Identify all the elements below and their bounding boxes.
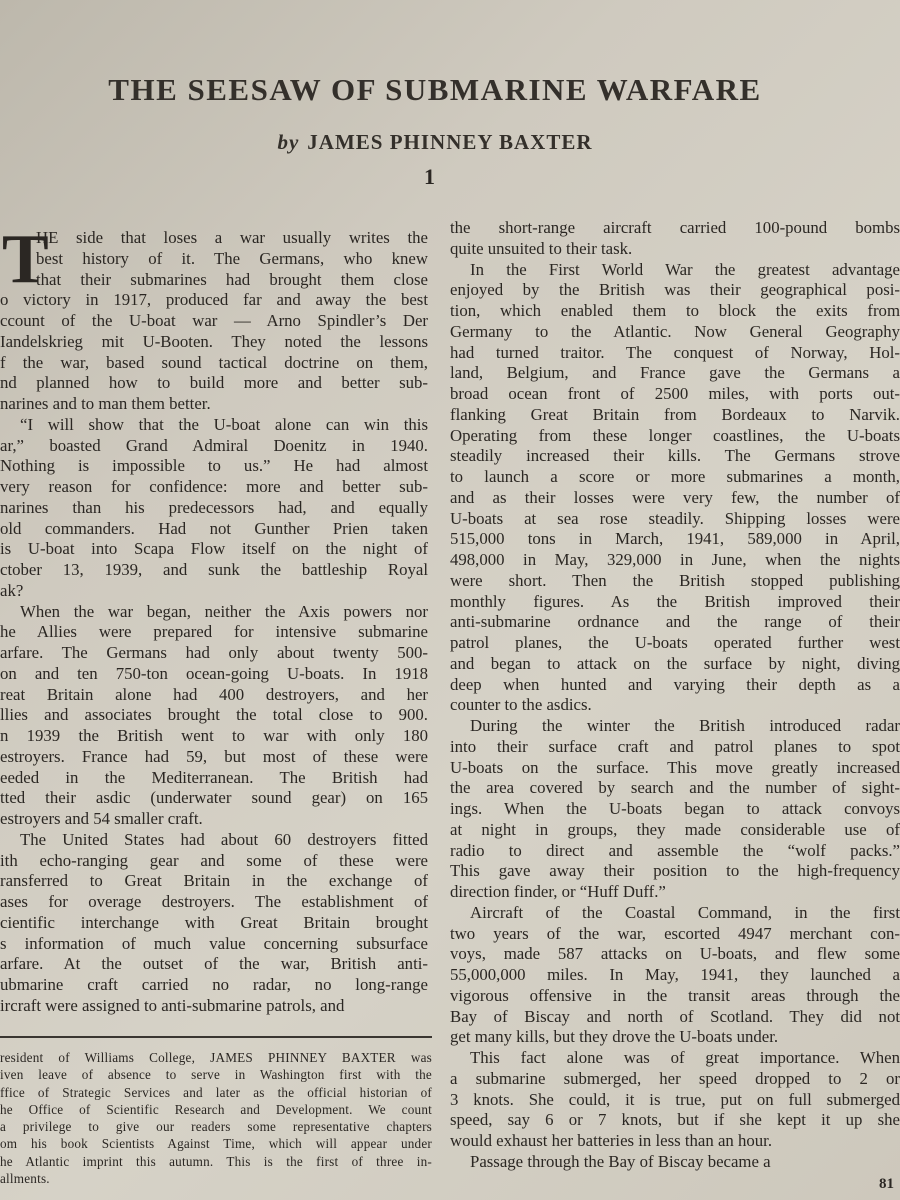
text-line: estroyers. France had 59, but most of these were xyxy=(0,746,428,766)
text-line: HE side that loses a war usually writes the xyxy=(36,228,428,247)
footnote-line: om his book Scientists Against Time, which will appear under xyxy=(0,1136,432,1152)
article-title: THE SEESAW OF SUBMARINE WARFARE xyxy=(108,72,762,107)
text-line: very reason for confidence: more and better sub- xyxy=(0,477,428,496)
text-line: tted their asdic (underwater sound gear) on 165 xyxy=(0,788,428,808)
byline-prefix: by xyxy=(277,130,300,154)
text-line: on and ten 750-ton ocean-going U-boats. In 1918 xyxy=(0,663,428,683)
text-line: 498,000 in May, 329,000 in June, when the nights xyxy=(450,550,900,569)
text-line: ircraft were assigned to anti-submarine patrols, and xyxy=(0,995,345,1015)
text-line: nd planned how to build more and better sub- xyxy=(0,373,428,393)
footnote-line: a privilege to give our readers some representative chapters xyxy=(0,1119,432,1135)
text-line: anti-submarine ordnance and the range of their xyxy=(450,612,900,632)
text-line: ings. When the U-boats began to attack convoys xyxy=(450,799,900,818)
text-line: direction finder, or “Huff Duff.” xyxy=(450,882,666,901)
footnote-line: he Atlantic imprint this autumn. This is the first of three in- xyxy=(0,1153,432,1169)
drop-cap: T xyxy=(2,221,49,298)
text-line: is U-boat into Scapa Flow itself on the night of xyxy=(0,539,428,559)
text-line: eeded in the Mediterranean. The British had xyxy=(0,767,428,787)
text-line: patrol planes, the U-boats operated further west xyxy=(450,633,900,652)
text-line: and began to attack on the surface by night, diving xyxy=(450,653,900,673)
text-line: flanking Great Britain from Bordeaux to Narvik. xyxy=(450,404,900,424)
text-line: the short-range aircraft carried 100-pound bombs xyxy=(450,218,900,237)
text-line: radio to direct and assemble the “wolf packs.” xyxy=(450,840,900,860)
text-line: Germany to the Atlantic. Now General Geography xyxy=(450,321,900,341)
text-line: narines than his predecessors had, and equally xyxy=(0,497,428,517)
text-line: The United States had about 60 destroyers fitted xyxy=(20,829,428,849)
text-line: monthly figures. As the British improved their xyxy=(450,591,900,611)
text-line: counter to the asdics. xyxy=(450,695,592,715)
text-line: arfare. At the outset of the war, British anti- xyxy=(0,954,428,974)
text-line: ak? xyxy=(0,580,24,600)
text-line: ith echo-ranging gear and some of these were xyxy=(0,850,428,870)
text-line: f the war, based sound tactical doctrine on them, xyxy=(0,352,428,372)
page-number: 81 xyxy=(879,1176,894,1192)
text-line: s information of much value concerning subsurface xyxy=(0,933,428,953)
text-line: ctober 13, 1939, and sunk the battleship Royal xyxy=(0,560,428,579)
text-line: narines and to man them better. xyxy=(0,394,211,413)
text-line: had turned traitor. The conquest of Norway, Hol- xyxy=(450,342,900,362)
text-line: Iandelskrieg mit U-Booten. They noted the lessons xyxy=(0,331,428,351)
text-line: two years of the war, escorted 4947 merchant con- xyxy=(450,923,900,943)
text-line: Passage through the Bay of Biscay became a xyxy=(470,1151,771,1171)
text-line: to launch a score or more submarines a month, xyxy=(450,467,900,486)
text-line: would exhaust her batteries in less than an hour. xyxy=(450,1131,773,1150)
text-line: In the First World War the greatest advantage xyxy=(470,259,900,279)
text-line: 3 knots. She could, it is true, put on full submerged xyxy=(450,1089,900,1109)
text-line: Nothing is impossible to us.” He had almost xyxy=(0,456,428,476)
text-line: ransferred to Great Britain in the exchange of xyxy=(0,871,428,891)
text-line: U-boats at sea rose steadily. Shipping losses were xyxy=(450,508,900,528)
author-name: JAMES PHINNEY BAXTER xyxy=(307,130,593,154)
text-line: llies and associates brought the total close to 900. xyxy=(0,705,428,725)
text-line: Bay of Biscay and north of Scotland. They did not xyxy=(450,1006,900,1026)
text-line: vigorous offensive in the transit areas through the xyxy=(450,985,900,1005)
text-line: This fact alone was of great importance. When xyxy=(470,1048,900,1067)
text-line: This gave away their position to the high-frequency xyxy=(450,861,900,881)
footnote-line: iven leave of absence to serve in Washington first with the xyxy=(0,1067,432,1083)
text-line: arfare. The Germans had only about twenty 500- xyxy=(0,643,428,662)
text-line: get many kills, but they drove the U-boats under. xyxy=(450,1027,779,1047)
text-line: old commanders. Had not Gunther Prien taken xyxy=(0,518,428,538)
text-line: into their surface craft and patrol planes to spot xyxy=(450,736,900,756)
footnote-divider xyxy=(0,1036,432,1038)
text-line: During the winter the British introduced radar xyxy=(470,716,900,735)
footnote-line: allments. xyxy=(0,1171,50,1187)
footnote-line: he Office of Scientific Research and Development. We count xyxy=(0,1101,432,1117)
text-line: voys, made 587 attacks on U-boats, and flew some xyxy=(450,944,900,964)
text-line: ases for overage destroyers. The establishment of xyxy=(0,892,428,911)
text-line: were short. Then the British stopped publishing xyxy=(450,570,900,590)
text-line: U-boats on the surface. This move greatly increased xyxy=(450,757,900,777)
text-line: quite unsuited to their task. xyxy=(450,238,633,258)
text-line: a submarine submerged, her speed dropped to 2 or xyxy=(450,1068,900,1088)
text-line: he Allies were prepared for intensive submarine xyxy=(0,622,428,642)
text-line: at night in groups, they made considerable use of xyxy=(450,819,900,839)
text-line: When the war began, neither the Axis powers nor xyxy=(20,601,428,621)
text-line: the area covered by search and the number of sight- xyxy=(450,778,900,798)
text-line: ar,” boasted Grand Admiral Doenitz in 1940. xyxy=(0,435,428,455)
byline xyxy=(0,130,870,155)
text-line: tion, which enabled them to block the exits from xyxy=(450,301,900,320)
footnote-line: ffice of Strategic Services and later as the official historian of xyxy=(0,1084,432,1100)
text-line: 55,000,000 miles. In May, 1941, they launched a xyxy=(450,965,900,984)
text-line: steadily increased their kills. The Germans strove xyxy=(450,446,900,466)
text-line: estroyers and 54 smaller craft. xyxy=(0,809,203,828)
left-column xyxy=(0,221,428,1017)
text-line: ccount of the U-boat war — Arno Spindler’s Der xyxy=(0,311,428,330)
text-line: 515,000 tons in March, 1941, 589,000 in April, xyxy=(450,529,900,549)
footnote-line: resident of Williams College, JAMES PHINNEY BAXTER was xyxy=(0,1050,432,1065)
text-line: Operating from these longer coastlines, the U-boats xyxy=(450,425,900,445)
text-line: enjoyed by the British was their geographical posi- xyxy=(450,280,900,300)
text-line: ubmarine craft carried no radar, no long-range xyxy=(0,975,428,994)
text-line: o victory in 1917, produced far and away the best xyxy=(0,290,428,310)
text-line: n 1939 the British went to war with only 180 xyxy=(0,726,428,745)
text-line: and as their losses were very few, the number of xyxy=(450,487,900,507)
text-line: Aircraft of the Coastal Command, in the first xyxy=(470,902,900,922)
text-line: best history of it. The Germans, who knew xyxy=(36,248,428,268)
text-line: “I will show that the U-boat alone can win this xyxy=(20,414,428,434)
text-line: deep when hunted and varying their depth as a xyxy=(450,674,900,694)
text-line: that their submarines had brought them close xyxy=(36,269,428,289)
section-number: 1 xyxy=(424,164,435,189)
text-line: cientific interchange with Great Britain brought xyxy=(0,912,428,932)
right-column xyxy=(450,218,900,1173)
author-footnote xyxy=(0,1049,432,1187)
text-line: speed, say 6 or 7 knots, but if she kept it up she xyxy=(450,1110,900,1130)
text-line: reat Britain alone had 400 destroyers, and her xyxy=(0,684,428,704)
text-line: broad ocean front of 2500 miles, with ports out- xyxy=(450,384,900,403)
text-line: land, Belgium, and France gave the Germans a xyxy=(450,363,900,383)
